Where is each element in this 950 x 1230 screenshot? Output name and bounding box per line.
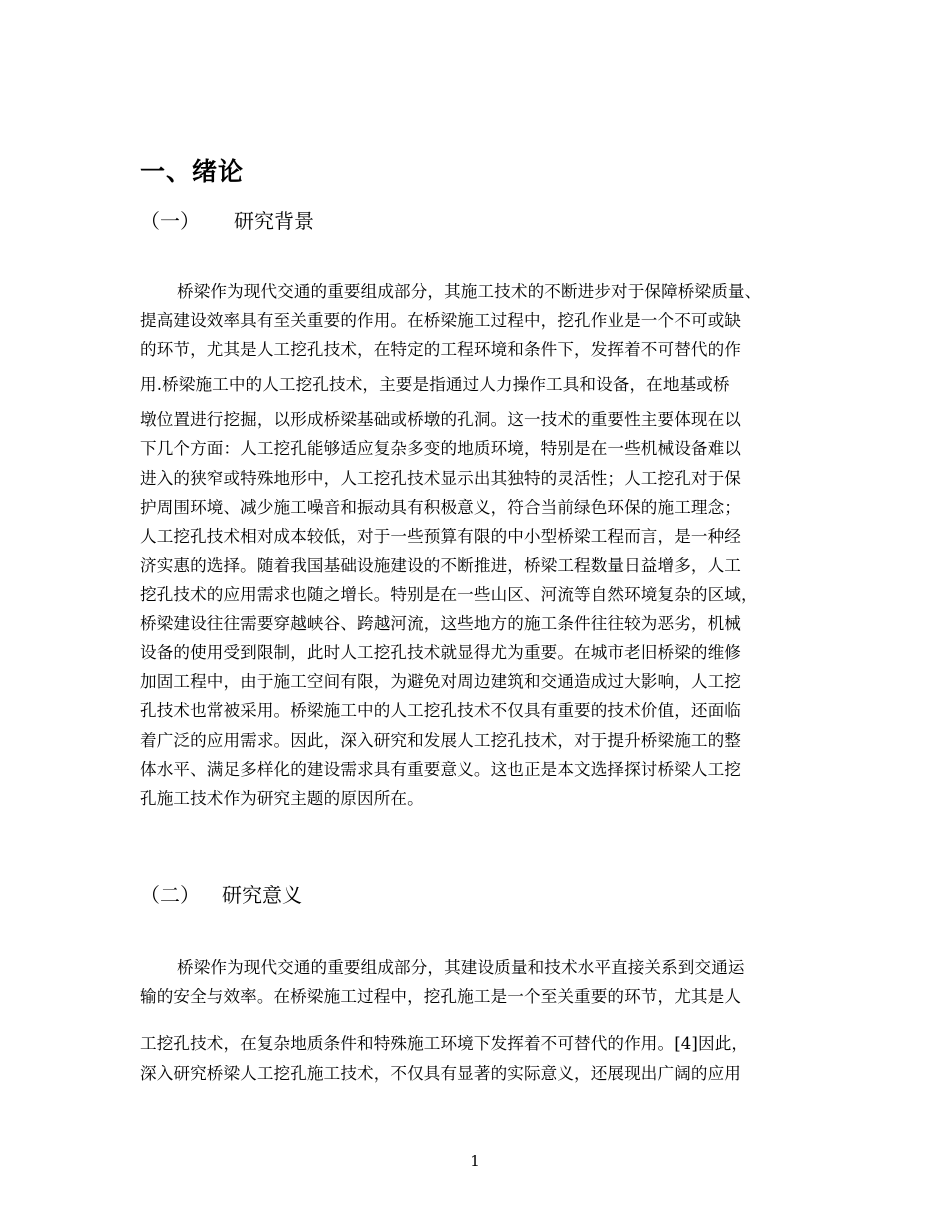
paragraph-line: 孔施工技术作为研究主题的原因所在。 — [140, 789, 424, 808]
paragraph-line: 设备的使用受到限制，此时人工挖孔技术就显得尤为重要。在城市老旧桥梁的维修 — [140, 643, 741, 662]
section-heading-significance — [140, 879, 302, 908]
paragraph-line: 孔技术也常被采用。桥梁施工中的人工挖孔技术不仅具有重要的技术价值，还面临 — [140, 701, 741, 720]
paragraph-line: 加固工程中，由于施工空间有限，为避免对周边建筑和交通造成过大影响，人工挖 — [140, 672, 741, 691]
paragraph-line: 的环节，尤其是人工挖孔技术，在特定的工程环境和条件下，发挥着不可替代的作 — [140, 340, 741, 359]
paragraph-line: 墩位置进行挖掘，以形成桥梁基础或桥墩的孔洞。这一技术的重要性主要体现在以 — [140, 410, 741, 429]
page-number: 1 — [470, 1152, 480, 1170]
paragraph-line: 工挖孔技术，在复杂地质条件和特殊施工环境下发挥着不可替代的作用。[4]因此， — [140, 1034, 749, 1053]
paragraph-line: 护周围环境、减少施工噪音和振动具有积极意义，符合当前绿色环保的施工理念； — [140, 498, 741, 517]
paragraph-line: 进入的狭窄或特殊地形中，人工挖孔技术显示出其独特的灵活性；人工挖孔对于保 — [140, 469, 741, 488]
paragraph-line: 桥梁作为现代交通的重要组成部分，其建设质量和技术水平直接关系到交通运 — [177, 958, 745, 977]
paragraph-line: 桥梁作为现代交通的重要组成部分，其施工技术的不断进步对于保障桥梁质量、 — [177, 282, 762, 301]
section-heading-background — [140, 205, 314, 234]
paragraph-line: 输的安全与效率。在桥梁施工过程中，挖孔施工是一个至关重要的环节，尤其是人 — [140, 987, 741, 1006]
paragraph-line: 桥梁建设往往需要穿越峡谷、跨越河流，这些地方的施工条件往往较为恶劣，机械 — [140, 614, 741, 633]
paragraph-line: 用.桥梁施工中的人工挖孔技术，主要是指通过人力操作工具和设备，在地基或桥 — [140, 375, 730, 394]
paragraph-line: 济实惠的选择。随着我国基础设施建设的不断推进，桥梁工程数量日益增多，人工 — [140, 556, 741, 575]
paragraph-line: 挖孔技术的应用需求也随之增长。特别是在一些山区、河流等自然环境复杂的区域， — [140, 585, 758, 604]
section-title: 研究意义 — [222, 883, 302, 907]
paragraph-line: 着广泛的应用需求。因此，深入研究和发展人工挖孔技术，对于提升桥梁施工的整 — [140, 731, 741, 750]
section-title: 研究背景 — [234, 209, 314, 233]
paragraph-line: 提高建设效率具有至关重要的作用。在桥梁施工过程中，挖孔作业是一个不可或缺 — [140, 311, 741, 330]
chapter-heading: 一、绪论 — [140, 157, 245, 186]
paragraph-line: 下几个方面：人工挖孔能够适应复杂多变的地质环境，特别是在一些机械设备难以 — [140, 439, 741, 458]
paragraph-line: 体水平、满足多样化的建设需求具有重要意义。这也正是本文选择探讨桥梁人工挖 — [140, 760, 741, 779]
paragraph-line: 深入研究桥梁人工挖孔施工技术，不仅具有显著的实际意义，还展现出广阔的应用 — [140, 1064, 741, 1083]
section-number: （二） — [140, 883, 200, 907]
section-number: （一） — [140, 209, 200, 233]
paragraph-line: 人工挖孔技术相对成本较低，对于一些预算有限的中小型桥梁工程而言，是一种经 — [140, 527, 741, 546]
